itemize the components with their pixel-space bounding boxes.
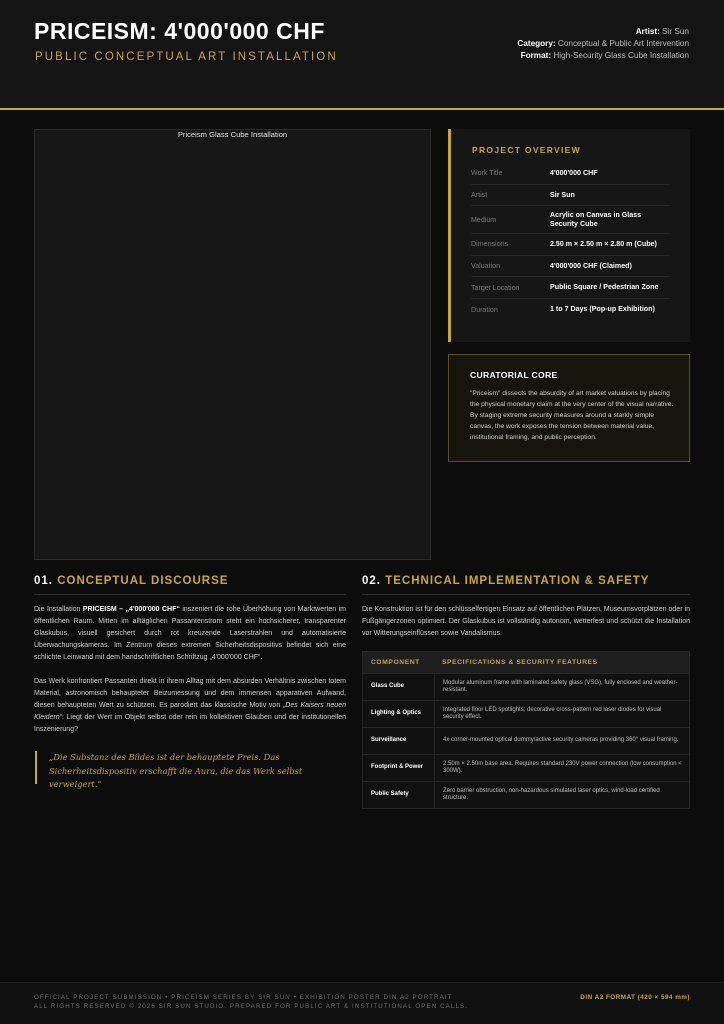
footer-text	[34, 994, 468, 1011]
table-cell-component: Lighting & Optics	[371, 710, 421, 717]
table-cell-spec: Modular aluminum frame with laminated safety glass (VSG), fully enclosed and weather-resistant.	[434, 674, 689, 700]
section-number: 02.	[362, 575, 381, 587]
table-cell-spec: 4x corner-mounted optical dummy/active security cameras providing 360° visual framing.	[434, 728, 689, 754]
overview-label: Duration	[471, 305, 498, 314]
overview-row	[471, 234, 670, 256]
header-specifications: SPECIFICATIONS & SECURITY FEATURES	[442, 659, 598, 666]
meta-format: Format: High-Security Glass Cube Installation	[520, 50, 689, 60]
overview-label: Dimensions	[471, 240, 509, 249]
table-cell-component: Surveillance	[371, 737, 407, 744]
technical-intro: Die Konstruktion ist für den schlüsselfertigen Einsatz auf öffentlichen Plätzen, Museumsvorplätzen oder in Fußgängerzonen optimiert. Der Glaskubus ist vollständig autonom, wetterfest und schützt die Installation vor Witterungseinflüssen sowie Vandalismus.	[362, 606, 690, 638]
overview-value: Sir Sun	[550, 190, 575, 199]
conceptual-paragraph-1: Die Installation PRICEISM – „4'000'000 CHF“ inszeniert die rohe Überhöhung von Marktwerten im öffentlichen Raum. Mitten im alltäglichen Passantenstrom steht ein hochsicherer, transparenter Glaskubus, visuell gesichert durch rot kreuzende Laserstrahlen und automatisierte Überwachungskameras. Im Zentrum dieses extremen Sicherheitsdispositivs befindet sich eine schlichte Leinwand mit dem handschriftlichen Schriftzug „4'000'000 CHF“.	[34, 606, 347, 662]
spec-table-header	[363, 652, 689, 673]
overview-row	[471, 185, 670, 207]
overview-value: 4'000'000 CHF	[550, 169, 598, 177]
conceptual-paragraph-2: Das Werk konfrontiert Passanten direkt in ihrem Alltag mit dem absurden Verhältnis zwischen totem Material, astronomisch behaupteter Beizumessung und dem immensen apparativen Aufwand, diesen behaupteten Wert zu schützen. Es parodiert das klassische Motiv von „Des Kaisers neuen Kleidern“: Liegt der Wert im Objekt selbst oder rein im kollektiven Glauben und der institutionellen Inszenierung?	[34, 678, 346, 734]
overview-row	[471, 206, 670, 234]
overview-value: Public Square / Pedestrian Zone	[550, 283, 659, 292]
section-number: 01.	[34, 575, 53, 587]
overview-value: 4'000'000 CHF (Claimed)	[550, 261, 632, 270]
section-title-text: TECHNICAL IMPLEMENTATION & SAFETY	[385, 575, 650, 587]
overview-label: Artist	[471, 190, 488, 199]
table-cell-spec: 2.50m × 2.50m base area. Requires standard 230V power connection (low consumption < 300W).	[434, 755, 689, 781]
page-header	[0, 0, 724, 110]
installation-image	[34, 129, 431, 560]
table-cell-spec: Zero barrier obstruction, non-hazardous simulated laser optics, wind-load certified structure.	[434, 782, 689, 808]
section-title-text: CONCEPTUAL DISCOURSE	[57, 575, 229, 587]
section-divider	[362, 594, 690, 595]
table-row	[363, 700, 689, 727]
spec-table	[362, 651, 690, 809]
overview-value: 2.50 m × 2.50 m × 2.80 m (Cube)	[550, 240, 657, 249]
overview-label: Work Title	[471, 169, 503, 178]
meta-category: Category: Conceptual & Public Art Intervention	[517, 38, 689, 48]
table-cell-spec: Integrated floor LED spotlights; decorative cross-pattern red laser diodes for visual security effect.	[434, 701, 689, 727]
table-row	[363, 727, 689, 754]
section-technical-title	[362, 575, 649, 587]
overview-row	[471, 277, 670, 299]
table-cell-component: Glass Cube	[371, 683, 405, 690]
table-cell-component: Public Safety	[371, 791, 409, 798]
overview-row	[471, 163, 670, 185]
header-component: COMPONENT	[371, 659, 420, 666]
table-row	[363, 781, 689, 808]
table-row	[363, 754, 689, 781]
overview-row	[471, 299, 670, 321]
overview-row	[471, 256, 670, 278]
project-meta	[517, 26, 689, 61]
page-title: PRICEISM: 4'000'000 CHF	[34, 18, 325, 44]
overview-table	[471, 163, 670, 321]
overview-heading: PROJECT OVERVIEW	[472, 145, 581, 155]
curatorial-heading: CURATORIAL CORE	[470, 370, 558, 380]
overview-value: 1 to 7 Days (Pop-up Exhibition)	[550, 305, 655, 314]
overview-label: Valuation	[471, 262, 501, 271]
curatorial-text: "Priceism" dissects the absurdity of art market valuations by placing the physical monetary claim at the very center of the visual narrative. By staging extreme security measures around a starkly simple canvas, the work exposes the tension between material value, institutional framing, and public perception.	[470, 390, 674, 441]
section-conceptual-title	[34, 575, 228, 587]
footer-line-2: ALL RIGHTS RESERVED © 2026 SIR SUN STUDIO. PREPARED FOR PUBLIC ART & INSTITUTIONAL OPEN CALLS.	[34, 1002, 469, 1010]
section-divider	[34, 594, 346, 595]
overview-label: Target Location	[471, 283, 520, 292]
footer-format: DIN A2 FORMAT (420 × 594 mm)	[580, 994, 690, 1001]
footer-line-1: OFFICIAL PROJECT SUBMISSION • PRICEISM SERIES BY SIR SUN • EXHIBITION POSTER DIN A2 PORTRAIT	[34, 994, 453, 1001]
project-overview-card	[448, 129, 690, 342]
image-alt-text: Priceism Glass Cube Installation	[177, 130, 288, 139]
curatorial-core-card	[448, 354, 690, 462]
table-row	[363, 673, 689, 700]
overview-value: Acrylic on Canvas in Glass Security Cube	[550, 211, 642, 228]
page-footer	[0, 982, 724, 1024]
meta-artist: Artist: Sir Sun	[635, 27, 689, 36]
table-cell-component: Footprint & Power	[371, 764, 423, 771]
overview-label: Medium	[471, 215, 497, 224]
conceptual-quote: „Die Substanz des Bildes ist der behauptete Preis. Das Sicherheitsdispositiv erschafft die Aura, die das Werk selbst verweigert.“	[35, 751, 346, 784]
page-subtitle: PUBLIC CONCEPTUAL ART INSTALLATION	[35, 51, 338, 63]
